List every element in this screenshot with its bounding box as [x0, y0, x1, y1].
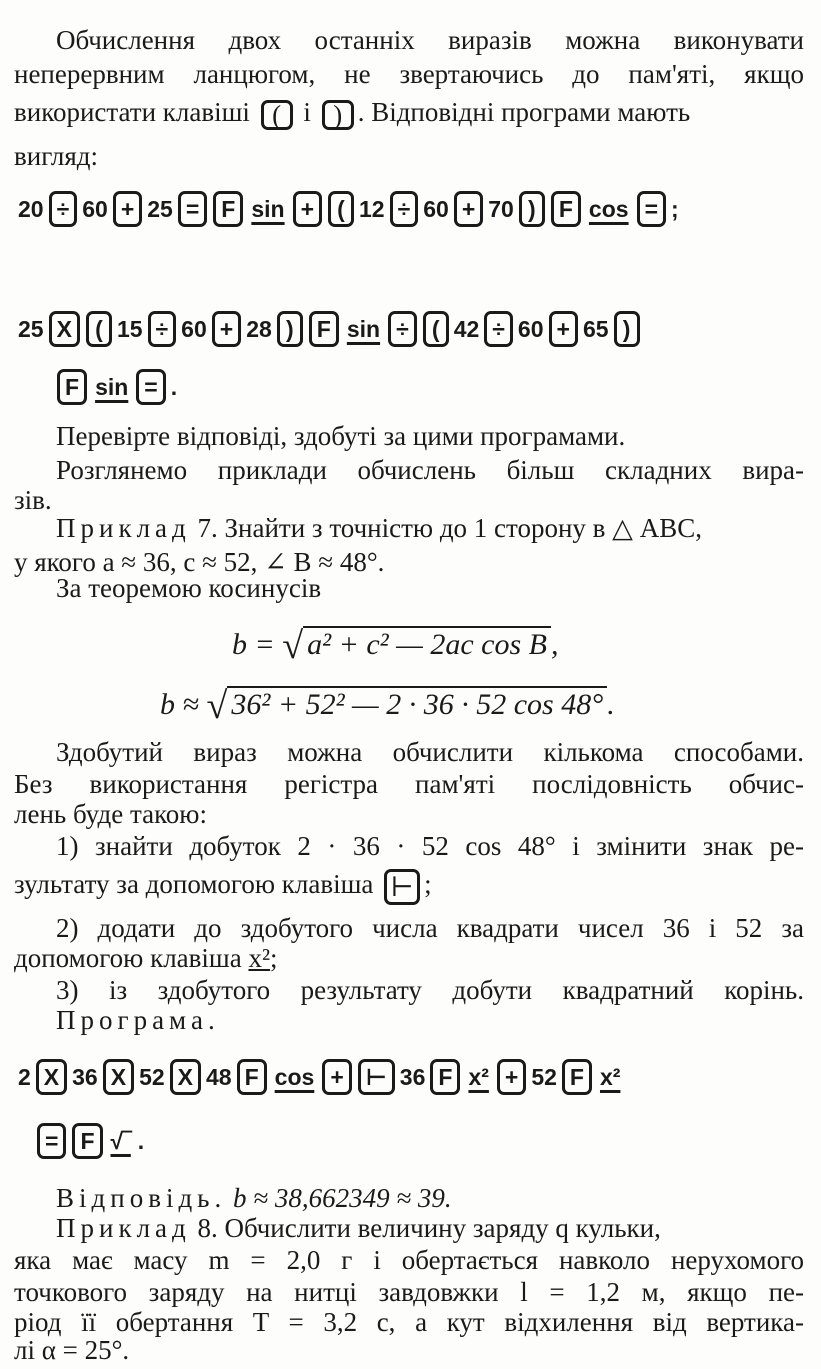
calculator-key-icon: X — [49, 311, 80, 347]
program-number: 48 — [206, 1063, 232, 1090]
calculator-key-icon: ( — [423, 311, 449, 347]
calculator-key-icon: F — [430, 1059, 460, 1095]
calculator-key-icon: + — [497, 1059, 526, 1095]
function-key-label: x² — [599, 1063, 621, 1090]
calculator-key-icon: ⊢ — [358, 1059, 395, 1095]
calculator-key-icon: F — [562, 1059, 592, 1095]
formula-2-tail: . — [607, 688, 615, 721]
example-8-line-b: яка має масу m = 2,0 г і обертається навколо нерухомого — [14, 1245, 804, 1275]
calculator-key-icon: + — [293, 191, 322, 227]
calculator-key-icon: ÷ — [148, 311, 177, 347]
step-1-end: ; — [424, 869, 432, 899]
example-8-line-c: точкового заряду на нитці завдовжки l = 1,2 м, якщо пе- — [14, 1277, 804, 1307]
methods-line-3: лень буде такою: — [14, 799, 207, 829]
calculator-key-icon: ) — [277, 311, 303, 347]
theorem-line: За теоремою косинусів — [56, 573, 322, 603]
calculator-key-icon: ÷ — [49, 191, 78, 227]
calculator-key-icon: F — [72, 1123, 102, 1159]
example-7-line-a — [56, 512, 702, 544]
calculator-key-icon: F — [237, 1059, 267, 1095]
program-3-row — [16, 1054, 625, 1100]
program-number: 60 — [82, 195, 108, 222]
calculator-key-icon: ( — [86, 311, 112, 347]
example-8-label: Приклад — [56, 1213, 191, 1243]
intro-text-i: і — [303, 97, 311, 127]
calculator-key-icon: X — [170, 1059, 201, 1095]
program-number: 52 — [531, 1063, 557, 1090]
calculator-key-icon: ( — [328, 191, 354, 227]
formula-1-radicand: a² + c² — 2ac cos B — [303, 626, 551, 662]
program-number: 60 — [181, 315, 207, 342]
program-heading: Програма. — [56, 1005, 220, 1035]
formula-2-radicand: 36² + 52² — 2 · 36 · 52 cos 48° — [227, 686, 607, 722]
program-number: 12 — [359, 195, 385, 222]
example-8-line-d: ріод її обертання T = 3,2 с, а кут відхилення від вертика- — [14, 1307, 804, 1337]
calculator-key-icon: ) — [519, 191, 545, 227]
program-number: . — [170, 373, 178, 400]
program-number: 2 — [18, 1063, 31, 1090]
program-number: 28 — [246, 315, 272, 342]
formula-substituted — [160, 680, 615, 727]
answer-line — [56, 1182, 452, 1214]
program-number: 25 — [147, 195, 173, 222]
step-1-line-a: 1) знайти добуток 2 · 36 · 52 cos 48° і змінити знак ре- — [56, 831, 804, 861]
sqrt-icon: √ a² + c² — 2ac cos B — [282, 620, 551, 664]
program-number: 60 — [517, 315, 544, 342]
program-number: 20 — [18, 195, 44, 222]
answer-value: b ≈ 38,662349 ≈ 39. — [233, 1183, 452, 1213]
calculator-key-icon: X — [36, 1059, 67, 1095]
intro-line-3 — [14, 96, 690, 130]
program-number: 60 — [423, 195, 449, 222]
sqrt-icon: √ 36² + 52² — 2 · 36 · 52 cos 48° — [206, 680, 607, 724]
program-number: . — [137, 1127, 145, 1154]
program-number: 70 — [488, 195, 514, 222]
program-3-row-cont — [34, 1118, 146, 1164]
step-3-line: 3) із здобутого результату добути квадратний корінь. — [56, 975, 804, 1005]
calculator-key-icon: F — [551, 191, 581, 227]
calculator-key-icon: X — [103, 1059, 134, 1095]
function-key-label: √‾ — [110, 1127, 131, 1154]
function-key-label: sin — [251, 195, 285, 222]
step-1-line-b — [14, 868, 432, 905]
calculator-key-icon: = — [37, 1123, 66, 1159]
intro-line-1: Обчислення двох останніх виразів можна виконувати — [56, 25, 804, 55]
open-paren-key-icon: ( — [261, 100, 293, 130]
formula-law-of-cosines — [232, 620, 559, 667]
calculator-key-icon: + — [549, 311, 578, 347]
calculator-key-icon: F — [213, 191, 243, 227]
program-number: 36 — [399, 1063, 426, 1090]
methods-line-1: Здобутий вираз можна обчислити кількома способами. — [56, 737, 804, 767]
calculator-key-icon: ÷ — [484, 311, 513, 347]
example-8-line-a — [56, 1212, 661, 1244]
calculator-key-icon: = — [637, 191, 666, 227]
program-number: 65 — [582, 315, 609, 342]
function-key-label: cos — [274, 1063, 315, 1090]
step-1-text: зультату за допомогою клавіша — [14, 869, 374, 899]
example-7-label: Приклад — [56, 513, 191, 543]
program-number: 52 — [139, 1063, 165, 1090]
calculator-key-icon: = — [136, 369, 165, 405]
calculator-key-icon: ) — [614, 311, 640, 347]
step-2-text: допомогою клавіша — [14, 943, 242, 973]
methods-line-2: Без використання регістра пам'яті послідовність обчис- — [14, 769, 804, 799]
calculator-key-icon: + — [113, 191, 142, 227]
formula-1-tail: , — [550, 628, 559, 661]
step-2-line-a: 2) додати до здобутого числа квадрати чисел 36 і 52 за — [56, 913, 804, 943]
intro-text-b: . Відповідні програми мають — [357, 97, 691, 127]
answer-label: Відповідь. — [56, 1183, 227, 1213]
example-8-text-a: 8. Обчислити величину заряду q кульки, — [197, 1213, 661, 1243]
close-paren-key-icon: ) — [322, 100, 354, 130]
program-number: ; — [671, 195, 679, 222]
calculator-key-icon: ÷ — [388, 311, 417, 347]
consider-line-a: Розглянемо приклади обчислень більш складних вира- — [56, 455, 804, 485]
example-7-text-a: 7. Знайти з точністю до 1 сторону в △ ABC, — [197, 513, 702, 543]
calculator-key-icon: + — [322, 1059, 351, 1095]
example-7-line-b: у якого a ≈ 36, c ≈ 52, ∠ B ≈ 48°. — [14, 547, 385, 577]
calculator-key-icon: + — [212, 311, 241, 347]
example-8-line-e: лі α = 25°. — [14, 1335, 130, 1365]
intro-line-2: неперервним ланцюгом, не звертаючись до пам'яті, якщо — [14, 59, 804, 89]
calculator-key-icon: + — [454, 191, 483, 227]
program-2-row — [16, 306, 643, 352]
intro-text-a: використати клавіші — [14, 97, 250, 127]
program-number: 25 — [18, 315, 44, 342]
program-2-row-cont — [54, 364, 179, 410]
program-1-row — [16, 186, 681, 232]
calculator-key-icon: F — [57, 369, 87, 405]
program-number: 36 — [72, 1063, 98, 1090]
step-2-end: ; — [270, 943, 278, 973]
x-squared-key-label: x² — [248, 943, 271, 973]
program-number: 42 — [453, 315, 480, 342]
calculator-key-icon: = — [178, 191, 207, 227]
step-2-line-b — [14, 942, 278, 974]
consider-line-b: зів. — [14, 485, 52, 515]
intro-line-4: вигляд: — [14, 141, 99, 171]
function-key-label: sin — [346, 315, 381, 342]
calculator-key-icon: ÷ — [390, 191, 419, 227]
program-number: 15 — [116, 315, 143, 342]
formula-2-lhs: b ≈ — [160, 688, 199, 721]
sign-change-key-icon: ⊢ — [384, 869, 420, 905]
formula-1-lhs: b = — [232, 628, 275, 661]
calculator-key-icon: F — [309, 311, 339, 347]
function-key-label: sin — [95, 373, 129, 400]
check-line: Перевірте відповіді, здобуті за цими програмами. — [56, 421, 626, 451]
function-key-label: x² — [468, 1063, 489, 1090]
function-key-label: cos — [588, 195, 629, 222]
